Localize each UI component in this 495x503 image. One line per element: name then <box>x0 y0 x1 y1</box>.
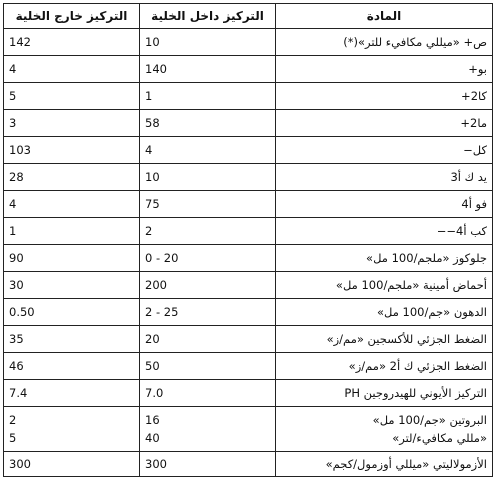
substance-name: الدهون «جم/100 مل» <box>276 299 493 326</box>
inside-value: 7.0 <box>140 380 276 407</box>
outside-value: 3 <box>4 110 140 137</box>
outside-value: 142 <box>4 29 140 56</box>
table-row <box>4 272 493 299</box>
outside-value: 1 <box>4 218 140 245</box>
substance-name: كب أ4−− <box>276 218 493 245</box>
table-row <box>4 29 493 56</box>
inside-value: 75 <box>140 191 276 218</box>
inside-value: 1 <box>140 83 276 110</box>
osmolality-substance: الأزمولاليتي «ميللي أوزمول/كجم» <box>276 452 493 477</box>
inside-value: 2 - 25 <box>140 299 276 326</box>
table-row <box>4 56 493 83</box>
protein-outside-value-2: 5 <box>9 431 17 445</box>
outside-value: 90 <box>4 245 140 272</box>
inside-value: 2 <box>140 218 276 245</box>
inside-value: 10 <box>140 164 276 191</box>
substance-name: جلوكوز «ملجم/100 مل» <box>276 245 493 272</box>
outside-value: 35 <box>4 326 140 353</box>
table-body <box>4 29 493 477</box>
outside-value: 4 <box>4 56 140 83</box>
outside-value: 30 <box>4 272 140 299</box>
substance-name: بو+ <box>276 56 493 83</box>
inside-value: 20 <box>140 326 276 353</box>
header-substance: المادة <box>276 4 493 29</box>
substance-name: ص+ «ميللي مكافيء للتر»(*) <box>276 29 493 56</box>
table-row <box>4 110 493 137</box>
header-outside-concentration: التركيز خارج الخلية <box>4 4 140 29</box>
outside-value: 28 <box>4 164 140 191</box>
outside-value: 46 <box>4 353 140 380</box>
osmolality-inside: 300 <box>140 452 276 477</box>
table-row <box>4 299 493 326</box>
inside-value: 10 <box>140 29 276 56</box>
table-row-osmolality <box>4 452 493 477</box>
inside-value: 58 <box>140 110 276 137</box>
substance-name: فو أ4 <box>276 191 493 218</box>
inside-value: 140 <box>140 56 276 83</box>
substance-name: كل− <box>276 137 493 164</box>
protein-outside-value-1: 2 <box>9 413 17 427</box>
substance-name: يد ك أ3 <box>276 164 493 191</box>
protein-substance-line-1: البروتين «جم/100 مل» <box>372 413 487 427</box>
substance-name: التركيز الأيوني للهيدروجين PH <box>276 380 493 407</box>
outside-value: 7.4 <box>4 380 140 407</box>
osmolality-outside: 300 <box>4 452 140 477</box>
table-row-protein <box>4 407 493 452</box>
table-row <box>4 137 493 164</box>
protein-inside-value-2: 40 <box>145 431 160 445</box>
inside-value: 0 - 20 <box>140 245 276 272</box>
table-row <box>4 218 493 245</box>
table-row <box>4 164 493 191</box>
protein-inside-cell <box>140 407 276 452</box>
table-row <box>4 191 493 218</box>
substance-name: كا2+ <box>276 83 493 110</box>
protein-substance-line-2: «مللي مكافيء/لتر» <box>392 431 487 445</box>
outside-value: 5 <box>4 83 140 110</box>
substance-name: أحماض أمينية «ملجم/100 مل» <box>276 272 493 299</box>
outside-value: 103 <box>4 137 140 164</box>
substance-name: ما2+ <box>276 110 493 137</box>
substance-name: الضغط الجزئي للأكسجين «مم/ز» <box>276 326 493 353</box>
inside-value: 200 <box>140 272 276 299</box>
table-row <box>4 353 493 380</box>
protein-outside-cell <box>4 407 140 452</box>
table-row <box>4 245 493 272</box>
table-row <box>4 380 493 407</box>
header-row <box>4 4 493 29</box>
outside-value: 4 <box>4 191 140 218</box>
header-inside-concentration: التركيز داخل الخلية <box>140 4 276 29</box>
table-row <box>4 83 493 110</box>
protein-inside-value-1: 16 <box>145 413 160 427</box>
inside-value: 4 <box>140 137 276 164</box>
protein-substance-cell <box>276 407 493 452</box>
inside-value: 50 <box>140 353 276 380</box>
concentration-table <box>3 3 493 477</box>
outside-value: 0.50 <box>4 299 140 326</box>
substance-name: الضغط الجزئي ك أ2 «مم/ز» <box>276 353 493 380</box>
table-row <box>4 326 493 353</box>
